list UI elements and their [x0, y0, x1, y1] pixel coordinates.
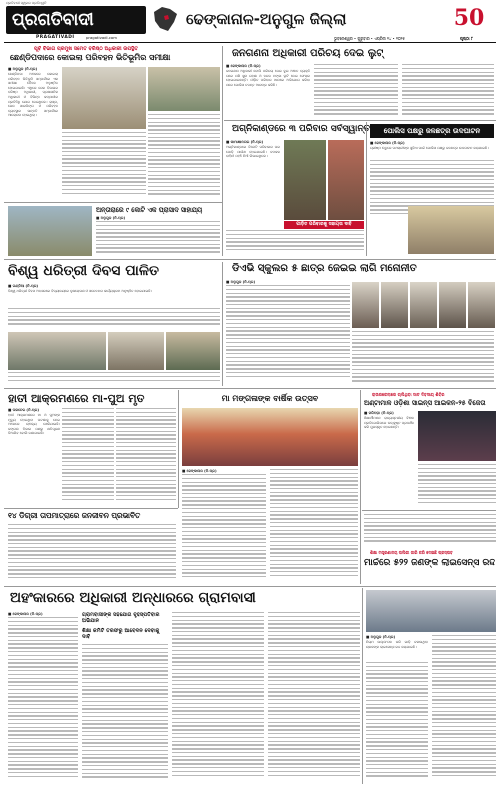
headline-s13: ମାର୍ଚ୍ଚରେ ୫୨୨ ଜଣଙ୍କ ଲାଇସେନ୍ସ ରଦ୍ଦ [364, 558, 496, 568]
body-s7-b [352, 331, 494, 385]
headline-s1: ଛେଣ୍ଡିପଦାରେ କୋଇଲା ପରିବହନ ଭିତିଭୂମିର ସମୀକ୍ଷା [10, 53, 171, 62]
photo-earth-day-2 [108, 332, 164, 370]
body-s12-b [82, 644, 168, 782]
body-s8-b [62, 408, 114, 504]
headline-s10: ଅଣ୍ଟାମାଳ ଓଡ଼ିଶା ସାଇନ୍ସ ଆଇକନ-୨୫ ବିଜେତା [364, 399, 486, 407]
photo-coal-review [62, 67, 146, 129]
photo-fire-2 [328, 140, 364, 220]
body-s9-b [270, 469, 358, 583]
byline-s3: ■ କାମାକ୍ଷାନଗର (ନି.ପ୍ର) [226, 140, 264, 144]
student-photo-2 [381, 282, 408, 328]
body-s3-b [226, 230, 364, 252]
dateline: ଭୁବନେଶ୍ୱର • ଗୁରୁବାର • ଏପ୍ରିଲ ୨୪ • ୨୦୨୫ [334, 36, 405, 41]
body-s13-c [432, 635, 496, 782]
subhead-s14-2: ଶିକ୍ଷା କମିଟି ତରଫରୁ ଆବେଦନ ଦେବାକୁ ଦାବି [82, 628, 160, 641]
photo-water-booth [408, 206, 494, 254]
logo-english: PRAGATIVADI [36, 35, 75, 40]
section-rule [4, 508, 178, 509]
body-s3: ଅଗ୍ନିକାଣ୍ଡରେ ତିନୋଟି ପରିବାରର ଘର ପୋଡ଼ି ପାଉଁଶ ହୋଇଯାଇଛି। ଦମକଳ ବାହିନୀ ପହଞ୍ଚି ନିଆଁ ଲିଭାଇଥିଲେ। [226, 145, 280, 159]
page-number: ପୃଷ୍ଠା ୮ [460, 36, 474, 41]
student-photo-4 [439, 282, 466, 328]
body-s1-c [62, 132, 146, 200]
byline-s10: ■ ଜରିପଡ଼ା (ନି.ପ୍ର) [364, 411, 394, 415]
body-s12-d [268, 612, 360, 782]
photo-officials [148, 67, 220, 111]
body-s13: ନିୟମ ଉଲ୍ଲଂଘନ କରି ଗାଡ଼ି ଚଳାଉଥିବା ଚାଳକଙ୍କ ଲାଇସେନ୍ସ ରଦ୍ଦ କରାଯାଇଛି। [366, 640, 428, 649]
masthead-tagline: ପ୍ରତିବାଦୀ ସ୍ୱରର ପ୍ରତିଧ୍ୱନି [6, 1, 47, 5]
column-rule [178, 390, 179, 508]
anniversary-number: 50 [453, 5, 485, 31]
column-rule [360, 390, 361, 584]
byline-s8: ■ ତାଳଚେର (ନି.ପ୍ର) [8, 408, 39, 412]
column-rule [366, 122, 367, 256]
byline-s12: ■ ଢେଙ୍କାନାଳ (ନି.ପ୍ର) [8, 612, 43, 616]
body-s11 [8, 524, 176, 584]
newspaper-logo [6, 6, 146, 34]
kicker-s1: ପୂର୍ବ ବିଭାଗ ପ୍ରମୁଖ ସମେତ ବରିଷ୍ଠ ଅଧିକାରୀ ଉପସ୍ଥିତ [34, 46, 138, 52]
body-s10-b [418, 464, 496, 508]
headline-s8: ହାତୀ ଆକ୍ରମଣରେ ମା-ପୁଅ ମୃତ [8, 392, 145, 405]
body-s6-b [8, 308, 220, 330]
body-s12 [8, 617, 78, 783]
byline-s5: ■ ଅନୁଗୁଳ (ନି.ପ୍ର) [96, 216, 126, 220]
byline-s9: ■ ଢେଙ୍କାନାଳ (ନି.ପ୍ର) [182, 469, 217, 473]
logo-text: ପ୍ରଗତିବାଦୀ [12, 10, 94, 30]
photo-earth-day-3 [166, 332, 220, 370]
body-s5 [96, 221, 220, 257]
body-s9 [182, 474, 266, 584]
column-rule [362, 588, 363, 784]
headline-s11: ୧୪ ଡିଗ୍ରୀ ତାପମାତ୍ରାରେ ଜନଜୀବନ ପ୍ରଭାବିତ [8, 511, 141, 520]
body-s10: ଶିକ୍ଷାର୍ଥୀମାନେ ରାଜ୍ୟସ୍ତରୀୟ ବିଜ୍ଞାନ ପ୍ରତିଯୋଗିତାରେ ଉତ୍କୃଷ୍ଟ ପ୍ରଦର୍ଶନ କରି ପୁରସ୍କୃତ ହୋଇଛନ୍ତି। [364, 416, 414, 430]
masthead-rule [4, 42, 496, 43]
headline-s7: ଡିଏଭି ସ୍କୁଲର ୫ ଛାତ୍ର ଜେଇଇ ଲାଗି ମନୋନୀତ [232, 263, 417, 274]
subhead-s14-1: ଗ୍ରାମବାସୀଙ୍କ ସହଯୋଗ ବୃହସ୍ପତିବାର ଅଭିଯାନ [82, 612, 160, 625]
headline-s3: ଅଗ୍ନିକାଣ୍ଡରେ ୩ ପରିବାର ସର୍ବସ୍ୱାନ୍ତ [232, 124, 371, 134]
section-rule [362, 510, 496, 511]
photo-earth-day-1 [8, 332, 106, 370]
student-photo-1 [352, 282, 379, 328]
odisha-map-icon [150, 4, 180, 34]
website-url: pragativadi.com [86, 35, 117, 40]
student-photo-5 [468, 282, 495, 328]
body-s4: ଗ୍ରୀଷ୍ମ ଋତୁରେ ପଥଚାରୀଙ୍କ ସୁବିଧା ପାଇଁ ପୋଲିସ ପକ୍ଷରୁ ଜଳଛତ୍ର ଉଦଘାଟନ କରାଯାଇଛି। [370, 146, 489, 150]
photo-festival [182, 408, 358, 466]
headline-s12: ଅହଂକାରରେ ଅଧିକାରୀ ଅନ୍ଧାରରେ ଗ୍ରାମବାସୀ [10, 590, 256, 606]
byline-s7: ■ ଅନୁଗୁଳ (ନି.ପ୍ର) [226, 280, 256, 284]
column-rule [222, 46, 223, 256]
kicker-s13: ଶିକ୍ଷା ମନ୍ତ୍ରଣାଳୟ ତାଲିକା ଜାରି କରି ଦେଇଛି ପ୍ରସ୍ତାବ [370, 550, 453, 555]
body-s2-c [402, 64, 494, 118]
district-banner: ଢେଙ୍କାନାଳ-ଅନୁଗୁଳ ଜିଲ୍ଲା [186, 10, 347, 28]
section-rule [4, 388, 496, 389]
body-s8: ହାତୀ ଆକ୍ରମଣରେ ମା ଓ ପୁଅଙ୍କ ମୃତ୍ୟୁ ହୋଇଥିବା ଘଟଣାକୁ ନେଇ ଅଞ୍ଚଳରେ ଚାଞ୍ଚଲ୍ୟ ଖେଳିଯାଇଛି। ଜଙ୍ଗଲ ବିଭାଗ ପକ୍ଷରୁ କ୍ଷତିପୂରଣ ଦିଆଯିବ ବୋଲି ଜଣାଯାଇଛି। [8, 413, 60, 436]
body-s2-b [314, 64, 398, 118]
body-s13-b [366, 662, 428, 782]
anniversary-emblem [444, 3, 494, 33]
column-rule [222, 262, 223, 386]
body-s13-top [364, 514, 496, 548]
section-rule [4, 586, 496, 587]
body-s1-b [148, 114, 220, 200]
body-s6-c [8, 372, 220, 386]
headline-s5: ଅନ୍ତାରାରେ ୯ କୋଟି ଏକ ପ୍ରାସାଦ ସାହାଯ୍ୟ [96, 206, 203, 214]
body-s1: ଛେଣ୍ଡିପଦା ଅଞ୍ଚଳରେ କୋଇଲା ପରିବହନ ଭିତିଭୂମି ସମ୍ପର୍କରେ ଏକ ସମୀକ୍ଷା ବୈଠକ ଅନୁଷ୍ଠିତ ହୋଇଯାଇଛି। ଏଥିରେ ରେଳ ବିଭାଗର ବରିଷ୍ଠ ଅଧିକାରୀ, ପ୍ରଶାସନିକ ଅଧିକାରୀ ଓ ବିଭିନ୍ନ କମ୍ପାନୀର ପ୍ରତିନିଧି ଯୋଗ ଦେଇଥିଲେ। ରାସ୍ତା, ରେଳ ସାଇଡିଙ୍ଗ ଓ ପରିବହନ ବ୍ୟବସ୍ଥାର ଉନ୍ନତି ସମ୍ପର୍କରେ ଆଲୋଚନା ହୋଇଥିଲା। [8, 72, 58, 118]
byline-s1: ■ ଅନୁଗୁଳ (ନି.ପ୍ର) [8, 67, 38, 71]
body-s7 [226, 285, 350, 385]
body-s8-c [116, 408, 176, 504]
body-s12-c [172, 612, 264, 782]
section-rule [4, 202, 222, 203]
photo-fire-1 [284, 140, 326, 220]
body-s2: ଜନଗଣନା ଅଧିକାରୀ ବୋଲି ପରିଚୟ ଦେଇ ଦୁଇ ଅଜ୍ଞାତ ବ୍ୟକ୍ତି ଘରେ ପଶି ସୁନା ଗହଣା ଓ ନଗଦ ଟଙ୍କା ଲୁଟି ନେଇ ଫେରାର ହୋଇଯାଇଛନ୍ତି। ପୀଡ଼ିତ ପରିବାର ଥାନାରେ ଅଭିଯୋଗ କରିବା ପରେ ପୋଲିସ ତଦନ୍ତ ଆରମ୍ଭ କରିଛି। [226, 69, 310, 87]
section-rule [4, 259, 496, 260]
byline-s4: ■ ଢେଙ୍କାନାଳ (ନି.ପ୍ର) [370, 141, 405, 145]
masthead [0, 0, 500, 42]
section-rule [224, 120, 496, 121]
kicker-s10: ରାଉରକେଲାରେ ଚାଲିଥିବା ସାତ ଦିବସୀୟ ଶିବିର [372, 392, 445, 397]
photo-science-icon [418, 411, 496, 461]
headline-s9: ମା ମଙ୍ଗଳାଙ୍କ ବାର୍ଷିକ ଉତ୍ସବ [182, 392, 358, 406]
body-s6: ବିଶ୍ୱ ଧରିତ୍ରୀ ଦିବସ ଅବସରରେ ବିଦ୍ୟାଳୟରେ ବୃକ୍ଷରୋପଣ ଓ ସଚେତନତା କାର୍ଯ୍ୟକ୍ରମ ଅନୁଷ୍ଠିତ ହୋଇଯାଇଛି। [8, 289, 152, 293]
photo-village [8, 206, 92, 256]
headline-s4: ପୋଲିସ ପକ୍ଷରୁ ଜଳଛତ୍ର ଉଦଘାଟନ [370, 124, 494, 138]
student-photo-3 [410, 282, 437, 328]
byline-s13: ■ ଅନୁଗୁଳ (ନି.ପ୍ର) [366, 635, 396, 639]
caption-victim-family: ପୀଡ଼ିତ ପରିବାରକୁ ସହାୟତା ଦାବି [284, 221, 364, 229]
byline-s6: ■ ଗଣ୍ଡିଆ (ନି.ପ୍ର) [8, 284, 39, 288]
headline-s2: ଜନଗଣନା ଅଧିକାରୀ ପରିଚୟ ଦେଇ ଲୁଟ୍ [232, 48, 384, 59]
byline-s2: ■ ଢେଙ୍କାନାଳ (ନି.ପ୍ର) [226, 64, 261, 68]
headline-s6: ବିଶ୍ୱ ଧରିତ୍ରୀ ଦିବସ ପାଳିତ [8, 263, 159, 279]
photo-license-meeting [366, 590, 496, 632]
